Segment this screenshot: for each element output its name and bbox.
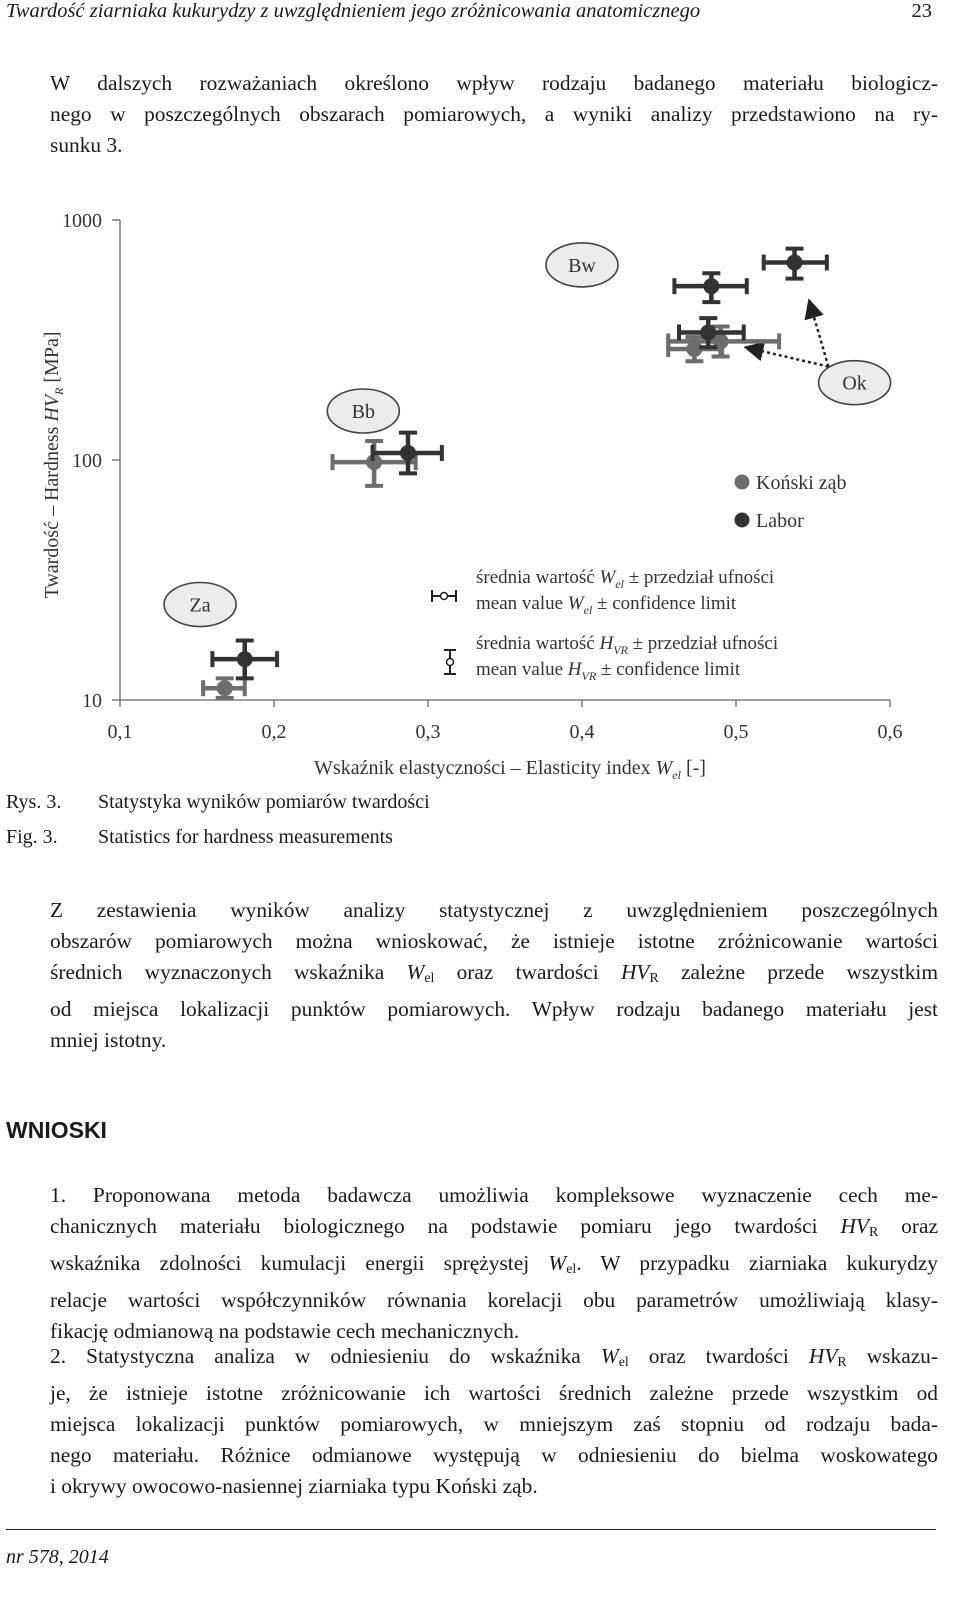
text-line [6, 1409, 938, 1440]
label-run: H [599, 633, 614, 654]
text-line [6, 994, 938, 1025]
text-run: relacje wartości współczynników równania korelacji obu parametrów umożliwiają klasy- [50, 1288, 938, 1312]
text-run: . W przypadku ziarniaka kukurydzy [576, 1251, 938, 1275]
x-tick-label: 0,4 [569, 721, 595, 743]
text-line [6, 895, 938, 926]
text-line [6, 1378, 938, 1409]
text-run: mniej istotny. [50, 1028, 167, 1052]
data-point [237, 651, 253, 667]
subscript: R [837, 1355, 847, 1370]
label-run: Twardość – Hardness [41, 421, 63, 599]
caption-text-en: Statistics for hardness measurements [98, 826, 393, 848]
label-run: el [583, 603, 593, 617]
text-run: HV [840, 1214, 869, 1238]
label-run: W [655, 757, 673, 779]
text-run: obszarów pomiarowych można wnioskować, że istnieje istotne zróżnicowanie wartości [50, 929, 938, 953]
legend-label: Labor [756, 510, 804, 532]
summary-paragraph [6, 895, 938, 1056]
label-run: Wskaźnik elastyczności – Elasticity index [314, 757, 656, 779]
data-point [787, 255, 803, 271]
text-line [6, 1180, 938, 1211]
text-run: 1. Proponowana metoda badawcza umożliwia kompleksowe wyznaczenie cech me- [50, 1183, 938, 1207]
hardness-chart [0, 190, 960, 790]
section-heading: WNIOSKI [6, 1117, 107, 1143]
text-line [6, 1248, 938, 1285]
text-line [6, 1440, 938, 1471]
text-run: chanicznych materiału biologicznego na podstawie pomiaru jego twardości [50, 1214, 841, 1238]
intro-line: W dalszych rozważaniach określono wpływ rodzaju badanego materiału biologicz- [50, 71, 938, 95]
label-run: ± przedział ufności [627, 633, 779, 654]
x-tick-label: 0,5 [723, 721, 749, 743]
x-tick-label: 0,6 [877, 721, 903, 743]
data-point-group [203, 678, 245, 698]
region-label: Bb [351, 401, 375, 424]
y-tick-label: 10 [82, 690, 102, 712]
data-point [217, 680, 233, 696]
text-run: 2. Statystyczna analiza w odniesieniu do wskaźnika [50, 1344, 601, 1368]
label-run: mean value [476, 593, 568, 614]
data-point [703, 278, 719, 294]
label-run: średnia wartość [476, 633, 600, 654]
text-line [6, 926, 938, 957]
text-run: nego materiału. Różnice odmianowe występują w odniesieniu do bielma woskowatego [50, 1443, 938, 1467]
y-axis-title [41, 331, 66, 598]
subscript: el [424, 971, 435, 986]
text-run: HV [808, 1344, 838, 1368]
label-run: [MPa] [41, 331, 63, 388]
legend-errorbar-mean [441, 593, 448, 600]
label-run: mean value [476, 659, 568, 680]
data-point-group [373, 433, 442, 474]
region-label: Bw [568, 254, 596, 277]
legend-marker [735, 513, 750, 528]
region-label: Ok [842, 372, 867, 395]
text-run: wskazu- [846, 1344, 939, 1368]
text-run: Z zestawienia wyników analizy statystycznej z uwzględnieniem poszczególnych [50, 898, 938, 922]
text-run: miejsca lokalizacji punktów pomiarowych, w mniejszym zaś stopniu od rodzaju bada- [50, 1412, 938, 1436]
x-tick-label: 0,1 [107, 721, 133, 743]
subscript: R [868, 1225, 879, 1240]
x-tick-label: 0,2 [261, 721, 287, 743]
figure-caption-en [6, 826, 393, 849]
text-line [6, 1341, 938, 1378]
conclusion-item-2 [6, 1341, 938, 1502]
intro-paragraph [6, 68, 938, 161]
legend-label: Koński ząb [756, 472, 847, 494]
footer-text: nr 578, 2014 [6, 1546, 109, 1568]
running-title: Twardość ziarniaka kukurydzy z uwzględnieniem jego zróżnicowania anatomicznego [6, 0, 701, 22]
text-run: i okrywy owocowo-nasiennej ziarniaka typu Koński ząb. [50, 1474, 538, 1498]
text-run: wskaźnika zdolności kumulacji energii sprężystej [50, 1251, 549, 1275]
data-point-group [764, 249, 827, 279]
annotation-arrow [748, 348, 828, 367]
text-run: W [600, 1344, 619, 1368]
text-run: fikację odmianową na podstawie cech mechanicznych. [50, 1319, 520, 1343]
label-run: średnia wartość [476, 567, 600, 588]
text-run: oraz twardości [628, 1344, 809, 1368]
text-run: oraz [878, 1214, 938, 1238]
text-run: zależne przede wszystkim [658, 960, 939, 984]
text-line [6, 1285, 938, 1316]
region-label: Za [189, 594, 211, 617]
label-run: W [599, 567, 616, 588]
label-run: el [672, 768, 681, 782]
text-run: W [548, 1251, 567, 1275]
text-run: średnich wyznaczonych wskaźnika [50, 960, 407, 984]
legend-errorbar-mean [447, 659, 454, 666]
data-point-group [674, 273, 746, 302]
x-axis-title [314, 757, 706, 782]
subscript: R [649, 971, 659, 986]
label-run: el [615, 577, 624, 591]
legend-errorbar-text-en [476, 593, 737, 617]
intro-line: sunku 3. [50, 133, 123, 157]
label-run: W [567, 593, 584, 614]
page-number: 23 [911, 0, 932, 22]
text-line [6, 1025, 938, 1056]
label-run: R [52, 387, 66, 395]
caption-label-pl: Rys. 3. [6, 791, 62, 813]
text-run: W [406, 960, 425, 984]
y-tick-label: 100 [72, 450, 102, 472]
text-run: je, że istnieje istotne zróżnicowanie ich wartości średnich zależne przede wszystkim od [50, 1381, 938, 1405]
subscript: el [618, 1355, 629, 1370]
label-run: ± confidence limit [596, 659, 741, 680]
caption-text-pl: Statystyka wyników pomiarów twardości [98, 791, 430, 813]
data-point-group [212, 640, 277, 678]
data-point [700, 324, 716, 340]
text-run: od miejsca lokalizacji punktów pomiarowych. Wpływ rodzaju badanego materiału jest [50, 997, 938, 1021]
label-run: ± confidence limit [592, 593, 737, 614]
x-tick-label: 0,3 [415, 721, 441, 743]
text-line [6, 1471, 938, 1502]
y-tick-label: 1000 [62, 210, 102, 232]
legend-errorbar-text-pl [476, 567, 774, 591]
legend-marker [735, 475, 750, 490]
label-run: VR [613, 643, 628, 657]
text-line [6, 957, 938, 994]
conclusion-item-1 [6, 1180, 938, 1347]
figure-caption-pl [6, 791, 430, 814]
label-run: HV [41, 394, 63, 422]
caption-label-en: Fig. 3. [6, 826, 58, 848]
text-run: HV [620, 960, 650, 984]
label-run: VR [581, 669, 597, 683]
legend-errorbar-text-pl [476, 633, 778, 657]
intro-line: nego w poszczególnych obszarach pomiarowych, a wyniki analizy przedstawiono na ry- [50, 102, 938, 126]
label-run: ± przedział ufności [623, 567, 775, 588]
legend-errorbar-text-en [476, 659, 741, 683]
annotation-arrow [810, 303, 828, 366]
data-point [400, 445, 416, 461]
footer-rule [6, 1529, 936, 1530]
text-line [6, 1211, 938, 1248]
text-run: oraz twardości [434, 960, 621, 984]
subscript: el [566, 1262, 577, 1277]
label-run: H [567, 659, 582, 680]
label-run: [-] [680, 757, 706, 779]
